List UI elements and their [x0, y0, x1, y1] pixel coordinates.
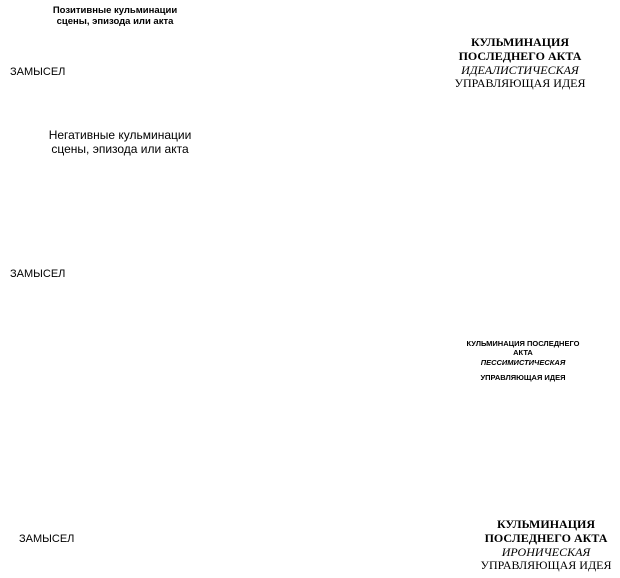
climax-ironic-line2: ПОСЛЕДНЕГО АКТА	[484, 530, 608, 545]
climax-ironic-type: ИРОНИЧЕСКАЯ	[501, 544, 591, 559]
climax-idealistic	[440, 36, 600, 91]
positive-note-line1: Позитивные кульминации	[52, 5, 178, 16]
negative-note-line1: Негативные кульминации	[48, 128, 192, 142]
intent-label-top: ЗАМЫСЕЛ	[10, 66, 66, 78]
climax-pessimistic	[452, 340, 594, 383]
climax-pessimistic-line1: КУЛЬМИНАЦИЯ ПОСЛЕДНЕГО	[466, 339, 580, 348]
negative-climaxes-note	[30, 129, 210, 157]
climax-ironic-line4: УПРАВЛЯЮЩАЯ ИДЕЯ	[480, 558, 612, 573]
positive-climaxes-note	[40, 6, 190, 28]
climax-pessimistic-line2: АКТА	[513, 347, 533, 357]
climax-idealistic-line2: ПОСЛЕДНЕГО АКТА	[458, 48, 582, 63]
climax-pessimistic-type: ПЕССИМИСТИЧЕСКАЯ	[480, 358, 566, 368]
positive-note-line2: сцены, эпизода или акта	[56, 15, 174, 27]
climax-idealistic-type: ИДЕАЛИСТИЧЕСКАЯ	[461, 62, 579, 77]
negative-note-line2: сцены, эпизода или акта	[51, 141, 189, 156]
climax-idealistic-line4: УПРАВЛЯЮЩАЯ ИДЕЯ	[454, 76, 586, 91]
climax-pessimistic-line4: УПРАВЛЯЮЩАЯ ИДЕЯ	[480, 372, 566, 382]
climax-idealistic-line1: КУЛЬМИНАЦИЯ	[470, 35, 570, 49]
climax-ironic-line1: КУЛЬМИНАЦИЯ	[496, 517, 596, 531]
intent-label-middle: ЗАМЫСЕЛ	[10, 268, 66, 280]
intent-label-bottom: ЗАМЫСЕЛ	[19, 533, 75, 545]
climax-ironic	[466, 518, 620, 573]
